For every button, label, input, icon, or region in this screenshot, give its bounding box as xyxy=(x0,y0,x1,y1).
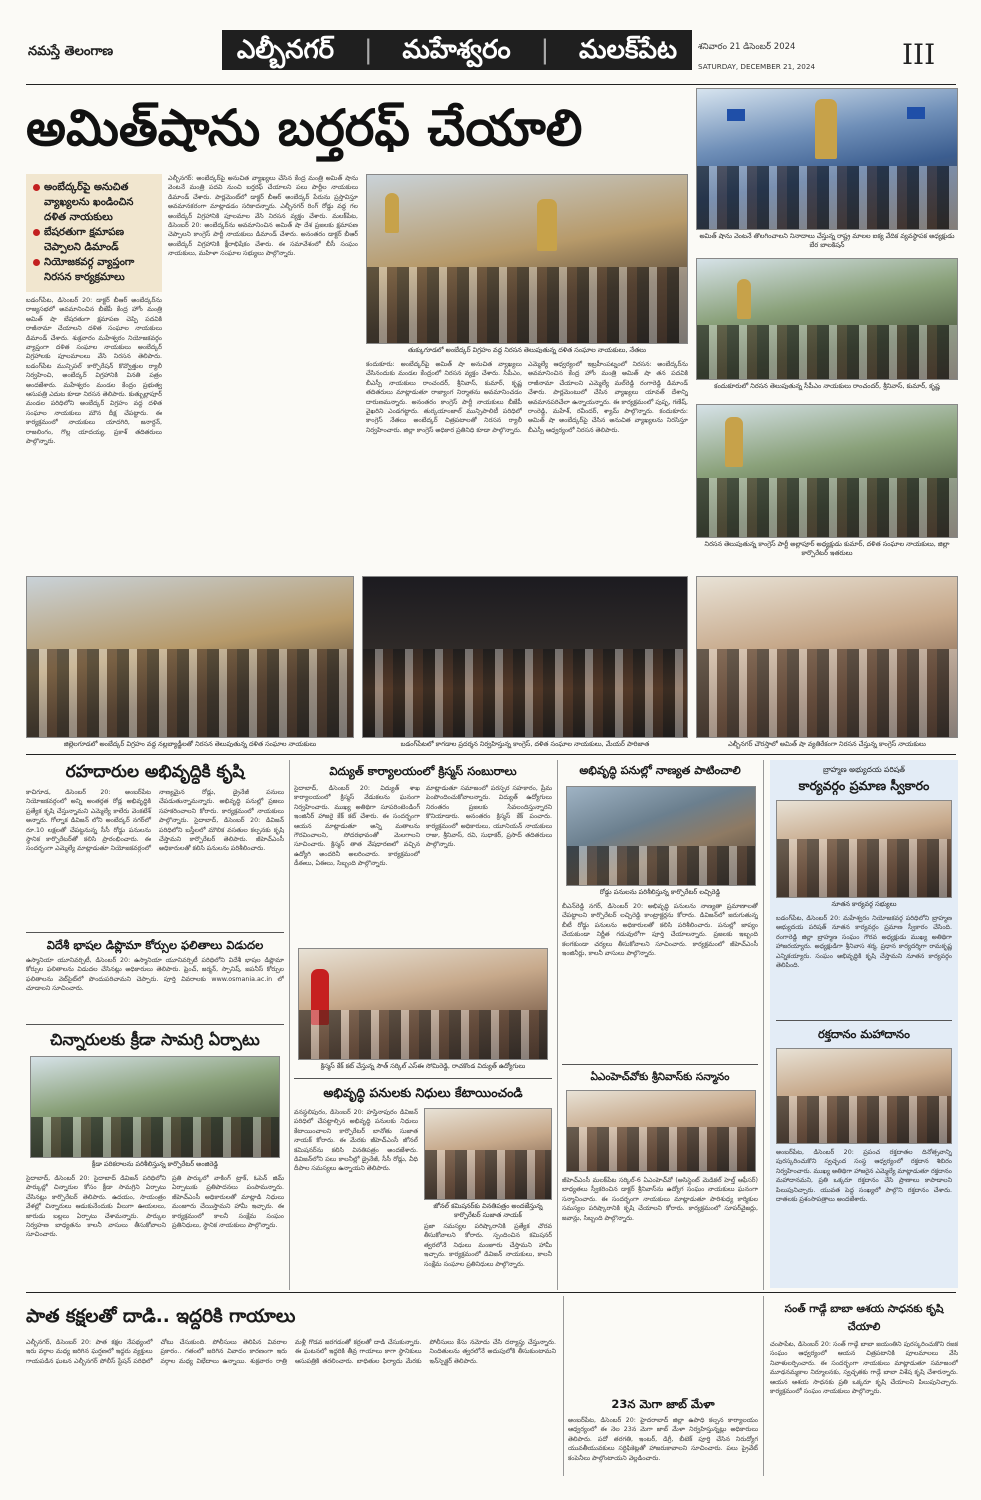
brahmin-kicker: బ్రాహ్మణ అభ్యుదయ పరిషత్ xyxy=(823,765,905,774)
lead-body-col2: ఎల్బీనగర్: అంబేద్కర్‌పై అనుచిత వ్యాఖ్యలు చేసిన కేంద్ర మంత్రి అమిత్ షాను వెంటనే మంత్రి పదవి నుంచి బర్తరఫ్ చేయాలని పలు పార్టీల నాయకులు డిమాండ్ చేశారు. పార్లమెంట్‌లో డాక్టర్ బీఆర్ అంబేద్కర్ పేరును ప్రస్తావిస్తూ అవమానకరంగా మాట్లాడడం సరికాదన్నారు. ఎల్బీనగర్ రింగ్ రోడ్డు వద్ద గల అంబేద్కర్ విగ్రహానికి పూలమాల వేసి నిరసన వ్యక్తం చేశారు. మలక్‌పేట, డిసెంబర్ 20: అంబేద్కర్‌ను అవమానించిన అమిత్ షా దేశ ప్రజలకు క్షమాపణ చెప్పాలని కాంగ్రెస్ పార్టీ నాయకులు డిమాండ్ చేశారు. అనంతరం డాక్టర్ బీఆర్ అంబేద్కర్ విగ్రహానికి క్షీరాభిషేకం చేశారు. ఈ సమావేశంలో బీసీ సంఘం నాయకులు, మహిళా సంఘాల సభ్యులు పాల్గొన్నారు. xyxy=(168,175,358,258)
blood-headline: రక్తదానం మహాదానం xyxy=(818,1027,910,1041)
photo-blood-donation xyxy=(776,1048,952,1144)
honour-headline: ఏఎంహెచ్‌వోకు శ్రీనివాస్‌కు సన్మానం xyxy=(590,1071,730,1083)
power-body-right: మాట్లాడుతూ సమాజంలో పరస్పర సహకారం, ప్రేమ పెంపొందించుకోవాలన్నారు. విద్యుత్ ఉద్యోగులు నిరంతరం ప్రజలకు సేవలందిస్తున్నారని కొనియాడారు. అనంతరం క్రిస్మస్ కేక్ పంచారు. కార్యక్రమంలో అధికారులు, యూనియన్ నాయకులు రాజు, శ్రీనివాస్, రవి, సుధాకర్, ప్రసాద్ తదితరులు పాల్గొన్నారు. xyxy=(426,785,552,849)
funds-headline: అభివృద్ధి పనులకు నిధులు కేటాయించండి xyxy=(323,1085,523,1100)
power-headline: విద్యుత్ కార్యాలయంలో క్రిస్మస్ సంబురాలు xyxy=(329,764,517,778)
foreign-lang-body: ఉస్మానియా యూనివర్సిటీ, డిసెంబర్ 20: ఉస్మానియా యూనివర్సిటీ పరిధిలోని విదేశీ భాషల డిప్లొమా కోర్సుల ఫలితాలను విడుదల చేసినట్లు అధికారులు తెలిపారు. ఫ్రెంచ్, జర్మన్, స్పానిష్, జపనీస్ కోర్సుల ఫలితాలను వెబ్‌సైట్‌లో పొందుపరిచామని చెప్పారు. పూర్తి వివరాలకు www.osmania.ac.in లో చూడాలని సూచించారు. xyxy=(26,957,284,993)
photo-caption: ఎల్బీనగర్ చౌరస్తాలో అమిత్ షా వ్యతిరేకంగా నిరసన చేస్తున్న కాంగ్రెస్ నాయకులు xyxy=(728,740,926,748)
photo-road-works xyxy=(566,786,756,886)
lead-bullet: అంబేద్కర్‌పై అనుచిత వ్యాఖ్యలను ఖండించిన దళిత నాయకులు xyxy=(32,180,156,225)
edition-banner xyxy=(222,30,692,70)
column-rule xyxy=(557,760,558,1290)
photo-caption: నూతన కార్యవర్గ సభ్యులు xyxy=(831,900,897,908)
edition-1: ఎల్బీనగర్ xyxy=(236,35,335,65)
lead-headline: అమిత్‌షాను బర్తరఫ్ చేయాలి xyxy=(26,99,583,157)
jobmela-body: అంబర్‌పేట, డిసెంబర్ 20: హైదరాబాద్ జిల్లా ఉపాధి కల్పన కార్యాలయం ఆధ్వర్యంలో ఈ నెల 23న మెగా జాబ్ మేళా నిర్వహిస్తున్నట్లు అధికారులు తెలిపారు. పదో తరగతి, ఇంటర్, డిగ్రీ, బీటెక్ పూర్తి చేసిన నిరుద్యోగ యువతీయువకులు సర్టిఫికెట్లతో హాజరుకావాలని సూచించారు. పలు ప్రైవేట్ కంపెనీలు పాల్గొంటాయని వెల్లడించారు. xyxy=(568,1417,758,1462)
photo-caption: జిల్లెలగూడలో అంబేద్కర్ విగ్రహం వద్ద నల్లబ్యాడ్జీలతో నిరసన తెలుపుతున్న దళిత సంఘాల నాయకులు xyxy=(63,740,317,748)
story-rule xyxy=(26,1024,284,1025)
lead-body-col1: బడంగ్‌పేట, డిసెంబర్ 20: డాక్టర్ బీఆర్ అంబేద్కర్‌ను రాజ్యసభలో అవమానించిన బీజేపీ కేంద్ర హోం మంత్రి అమిత్ షా బేషరతుగా క్షమాపణ చెప్పి పదవికి రాజీనామా చేయాలని దళిత సంఘాల నాయకులు డిమాండ్ చేశారు. శుక్రవారం మహేశ్వరం నియోజకవర్గం వ్యాప్తంగా దళిత సంఘాల నాయకులు అంబేద్కర్ విగ్రహాలకు పూలమాలలు వేసి నిరసన తెలిపారు. బడంగ్‌పేట మున్సిపల్ కార్పొరేషన్ కొవ్వొత్తుల ర్యాలీ నిర్వహించి, అంబేద్కర్ విగ్రహానికి వినతి పత్రం అందజేశారు. మహేశ్వరం మండల కేంద్రం ప్రభుత్వ ఆసుపత్రి ఎదుట కూడా నిరసన తెలిపారు. కుత్బుల్లాపూర్ మండల పరిధిలోని అంబేద్కర్ విగ్రహం వద్ద దళిత సంఘాల నాయకులు మౌన దీక్ష చేపట్టారు. ఈ కార్యక్రమంలో నాయకులు యాదగిరి, జనార్దన్, రాజలింగం, గొల్ల యాదయ్య, ప్రకాశ్ తదితరులు పాల్గొన్నారు. xyxy=(26,297,162,446)
photo-caption: కందుకూరులో నిరసన తెలుపుతున్న సీపీఎం నాయకులు రాంచందర్, శ్రీనివాస్, కుమార్, కృష్ణ xyxy=(714,382,940,390)
jobmela-headline: 23న మెగా జాబ్ మేళా xyxy=(611,1397,715,1411)
brahmin-headline: కార్యవర్గం ప్రమాణ స్వీకారం xyxy=(798,778,930,793)
date-english: SATURDAY, DECEMBER 21, 2024 xyxy=(698,62,816,71)
story-rule xyxy=(294,1078,552,1079)
photo-brahmin-committee xyxy=(776,800,952,898)
photo-kandukur-protest xyxy=(696,258,958,380)
column-rule xyxy=(563,1296,564,1476)
foreign-lang-headline: విదేశీ భాషల డిప్లొమా కోర్సుల ఫలితాలు విడుదల xyxy=(46,938,264,952)
brand-logo: నమస్తే తెలంగాణ xyxy=(28,44,114,59)
photo-honour-ceremony xyxy=(566,1090,756,1172)
roads-body: కాచిగూడ, డిసెంబర్ 20: అంబర్‌పేట నియోజకవర్గంలో అన్ని అంతర్గత రోడ్ల అభివృద్ధికి ప్రత్యేక కృషి చేస్తున్నామని ఎమ్మెల్యే కాలేరు వెంకటేశ్ అన్నారు. గోల్నాక డివిజన్ లోని అంబేద్కర్ నగర్‌లో రూ.10 లక్షలతో చేపట్టనున్న సీసీ రోడ్డు పనులను స్థానిక కార్పొరేటర్‌తో కలిసి ప్రారంభించారు. ఈ సందర్భంగా ఎమ్మెల్యే మాట్లాడుతూ నియోజకవర్గంలో నాణ్యమైన రోడ్లు, డ్రైనేజీ పనులు చేపడుతున్నామన్నారు. అభివృద్ధి పనుల్లో ప్రజలు సహకరించాలని కోరారు. కార్యక్రమంలో నాయకులు పాల్గొన్నారు. సైదాబాద్, డిసెంబర్ 20: డివిజన్ పరిధిలోని బస్తీలలో మౌలిక వసతుల కల్పనకు కృషి చేస్తామని కార్పొరేటర్ తెలిపారు. జీహెచ్ఎంసీ అధికారులతో కలిసి పనులను పరిశీలించారు. xyxy=(26,789,284,853)
story-rule xyxy=(776,1020,952,1021)
page-number: III xyxy=(902,38,936,71)
photo-caption: తుక్కుగూడలో అంబేద్కర్ విగ్రహం వద్ద నిరసన తెలుపుతున్న దళిత సంఘాల నాయకులు, నేతలు xyxy=(407,346,647,354)
lead-bullets xyxy=(26,174,162,292)
date-telugu: శనివారం 21 డిసెంబర్ 2024 xyxy=(698,42,796,52)
photo-kids-playground xyxy=(30,1056,280,1158)
funds-body-right: ప్రజా సమస్యల పరిష్కారానికి ప్రత్యేక చొరవ తీసుకోవాలని కోరారు. స్పందించిన కమిషనర్ త్వరలోనే నిధులు మంజూరు చేస్తామని హామీ ఇచ్చారు. కార్యక్రమంలో డివిజన్ నాయకులు, కాలనీ సంక్షేమ సంఘాల ప్రతినిధులు పాల్గొన్నారు. xyxy=(424,1223,552,1268)
photo-lbnagar-protest xyxy=(696,576,958,738)
photo-tukkuguda-protest xyxy=(366,174,688,344)
column-rule xyxy=(763,1296,764,1476)
clash-headline: పాత కక్షలతో దాడి.. ఇద్దరికి గాయాలు xyxy=(26,1306,296,1327)
photo-jillelaguda-protest xyxy=(26,576,354,738)
photo-caption: జోనల్ కమిషనర్‌కు వినతిపత్రం అందజేస్తున్న కార్పొరేటర్ సుజాత నాయక్ xyxy=(433,1202,543,1219)
lead-body-col3: కందుకూరు: అంబేద్కర్‌పై అమిత్ షా అనుచిత వ్యాఖ్యలు చేసినందుకు మండల కేంద్రంలో నిరసన వ్యక్తం చేశారు. సీపీఎం, బీఎస్పీ నాయకులు రాంచందర్, శ్రీనివాస్, కుమార్, కృష్ణ తదితరులు మాట్లాడుతూ రాజ్యాంగ నిర్మాతను అవమానించడం దారుణమన్నారు. అనంతరం కాంగ్రెస్ పార్టీ నాయకులు బీజేపీ వైఖరిని ఎండగట్టారు. తుర్కయాంజాల్ మున్సిపాలిటీ పరిధిలో కాంగ్రెస్ నేతలు అంబేద్కర్ చిత్రపటాలతో నిరసన ర్యాలీ నిర్వహించారు. జిల్లా కాంగ్రెస్ అధికార ప్రతినిధి కూడా పాల్గొన్నారు. xyxy=(366,361,522,434)
story-rule xyxy=(562,1064,758,1065)
story-rule xyxy=(26,932,284,933)
photo-congress-protest xyxy=(696,404,958,538)
section-rule xyxy=(26,754,956,755)
photo-ghmc-commissioner xyxy=(424,1108,552,1200)
section-rule xyxy=(26,1292,956,1293)
blood-body: అంబర్‌పేట, డిసెంబర్ 20: ప్రపంచ రక్తదాతల దినోత్సవాన్ని పురస్కరించుకొని స్వచ్ఛంద సంస్థ ఆధ్వర్యంలో రక్తదాన శిబిరం నిర్వహించారు. ముఖ్య అతిథిగా హాజరైన ఎమ్మెల్యే మాట్లాడుతూ రక్తదానం మహాదానమని, ప్రతి ఒక్కరూ రక్తదానం చేసి ప్రాణాలు కాపాడాలని పిలుపునిచ్చారు. యువత పెద్ద సంఖ్యలో పాల్గొని రక్తదానం చేశారు. దాతలకు ప్రశంసాపత్రాలు అందజేశారు. xyxy=(776,1149,952,1204)
brahmin-body: బడంగ్‌పేట, డిసెంబర్ 20: మహేశ్వరం నియోజకవర్గ పరిధిలోని బ్రాహ్మణ అభ్యుదయ పరిషత్ నూతన కార్యవర్గం ప్రమాణ స్వీకారం చేసింది. రంగారెడ్డి జిల్లా బ్రాహ్మణ సంఘం గౌరవ అధ్యక్షుడు ముఖ్య అతిథిగా హాజరయ్యారు. అధ్యక్షుడిగా శ్రీనివాస శర్మ, ప్రధాన కార్యదర్శిగా రామకృష్ణ ఎన్నికయ్యారు. సంఘం అభివృద్ధికి కృషి చేస్తామని నూతన కార్యవర్గం తెలిపింది. xyxy=(776,915,952,970)
lead-bullet: నియోజకవర్గ వ్యాప్తంగా నిరసన కార్యక్రమాలు xyxy=(32,255,156,285)
masthead-rule xyxy=(26,84,956,85)
kids-body-right: ప్రతి పార్కులో వాకింగ్ ట్రాక్, ఓపెన్ జిమ్ ఏర్పాటుకు ప్రతిపాదనలు పంపామన్నారు. జీహెచ్ఎంసీ అధికారులతో మాట్లాడి నిధులు మంజూరు చేయిస్తామని హామీ ఇచ్చారు. ఈ కార్యక్రమంలో కాలనీ సంక్షేమ సంఘం ప్రతినిధులు, స్థానిక నాయకులు పాల్గొన్నారు. xyxy=(172,1175,284,1230)
edition-2: మహేశ్వరం xyxy=(402,35,511,65)
kids-headline: చిన్నారులకు క్రీడా సామగ్రి ఏర్పాటు xyxy=(50,1030,260,1049)
clash-body: ఎల్బీనగర్, డిసెంబర్ 20: పాత కక్షల నేపథ్యంలో ఇరు వర్గాల మధ్య జరిగిన ఘర్షణలో ఇద్దరు వ్యక్తులు గాయపడిన ఘటన ఎల్బీనగర్ పోలీస్ స్టేషన్ పరిధిలో చోటు చేసుకుంది. పోలీసులు తెలిపిన వివరాల ప్రకారం.. గతంలో జరిగిన వివాదం కారణంగా ఇరు వర్గాల మధ్య విభేదాలు ఉన్నాయి. శుక్రవారం రాత్రి మళ్లీ గొడవ జరగడంతో కర్రలతో దాడి చేసుకున్నారు. ఈ ఘటనలో ఇద్దరికి తీవ్ర గాయాలు కాగా స్థానికులు ఆసుపత్రికి తరలించారు. బాధితుల ఫిర్యాదు మేరకు పోలీసులు కేసు నమోదు చేసి దర్యాప్తు చేస్తున్నారు. నిందితులను త్వరలోనే అదుపులోకి తీసుకుంటామని ఇన్‌స్పెక్టర్ తెలిపారు. xyxy=(26,1339,556,1365)
photo-caption: క్రీడా పరికరాలను పరిశీలిస్తున్న కార్పొరేటర్ అంజిరెడ్డి xyxy=(91,1160,219,1168)
photo-caption: అమిత్ షాను వెంటనే తొలగించాలని నినాదాలు చేస్తున్న రాష్ట్ర మాలల ఐక్య వేదిక వ్యవస్థాపక అధ్యక్షుడు బేర బాలకిషన్ xyxy=(699,232,955,249)
photo-caption: రోడ్డు పనులను పరిశీలిస్తున్న కార్పొరేటర్ లచ్చిరెడ్డి xyxy=(599,888,721,896)
lead-bullet: బేషరతుగా క్షమాపణ చెప్పాలని డిమాండ్ xyxy=(32,225,156,255)
power-body: సైదాబాద్, డిసెంబర్ 20: విద్యుత్ శాఖ కార్యాలయంలో క్రిస్మస్ వేడుకలను ఘనంగా నిర్వహించారు. ముఖ్య అతిథిగా సూపరింటెండింగ్ ఇంజినీర్ హాజరై కేక్ కట్ చేశారు. ఈ సందర్భంగా ఆయన మాట్లాడుతూ అన్ని మతాలను గౌరవించాలని, సోదరభావంతో మెలగాలని సూచించారు. క్రిస్మస్ తాత వేషధారణలో వచ్చిన ఉద్యోగి అందరినీ అలరించారు. కార్యక్రమంలో డీఈలు, ఏఈలు, సిబ్బంది పాల్గొన్నారు. xyxy=(294,785,420,868)
column-rule xyxy=(763,760,764,1290)
photo-caption: బడంగ్‌పేటలో కాగడాల ప్రదర్శన నిర్వహిస్తున్న కాంగ్రెస్, దళిత సంఘాల నాయకులు, మేయర్ పారిజాత xyxy=(400,740,650,748)
photo-badangpet-torch-rally xyxy=(362,576,688,738)
quality-headline: అభివృద్ధి పనుల్లో నాణ్యత పాటించాలి xyxy=(579,764,741,777)
photo-caption: క్రిస్మస్ కేక్ కట్ చేస్తున్న సౌత్ సర్కిల్ ఎస్‌ఈ సోమిరెడ్డి, రాచకొండ విద్యుత్ ఉద్యోగులు xyxy=(320,1062,526,1070)
edition-separator: | xyxy=(540,35,550,65)
photo-christmas-celebration xyxy=(298,948,548,1060)
column-rule xyxy=(289,760,290,1290)
edition-3: మలక్‌పేట xyxy=(579,35,678,65)
roads-headline: రహదారుల అభివృద్ధికి కృషి xyxy=(65,762,245,782)
honour-body: జీహెచ్ఎంసీ మలక్‌పేట సర్కిల్-6 ఏఎంహెచ్‌వో (అసిస్టెంట్ మెడికల్ హెల్త్ ఆఫీసర్) బాధ్యతలు స్వీకరించిన డాక్టర్ శ్రీనివాస్‌ను ఉద్యోగ సంఘం నాయకులు ఘనంగా సన్మానించారు. ఈ సందర్భంగా నాయకులు మాట్లాడుతూ పారిశుధ్య కార్మికుల సమస్యల పరిష్కారానికి కృషి చేయాలని కోరారు. కార్యక్రమంలో సూపర్‌వైజర్లు, జవాన్లు, సిబ్బంది పాల్గొన్నారు. xyxy=(562,1177,758,1222)
funds-body: వనస్థలిపురం, డిసెంబర్ 20: హస్తినాపురం డివిజన్ పరిధిలో చేపట్టాల్సిన అభివృద్ధి పనులకు నిధులు కేటాయించాలని కార్పొరేటర్ బానోతు సుజాత నాయక్ కోరారు. ఈ మేరకు జీహెచ్ఎంసీ జోనల్ కమిషనర్‌ను కలిసి వినతిపత్రం అందజేశారు. డివిజన్‌లోని పలు కాలనీల్లో డ్రైనేజీ, సీసీ రోడ్లు, వీధి దీపాల సమస్యలు ఉన్నాయని తెలిపారు. xyxy=(294,1109,418,1173)
photo-statue-protest xyxy=(696,88,958,230)
kids-body: సైదాబాద్, డిసెంబర్ 20: సైదాబాద్ డివిజన్ పరిధిలోని పార్కుల్లో చిన్నారుల కోసం క్రీడా సామగ్రిని ఏర్పాటు చేసినట్లు కార్పొరేటర్ తెలిపారు. ఉదయం, సాయంత్రం వేళల్లో చిన్నారులు ఆడుకునేందుకు వీలుగా ఊయలలు, జారుడు బల్లలు ఏర్పాటు చేశామన్నారు. పార్కుల నిర్వహణ బాధ్యతను కాలనీ వాసులు తీసుకోవాలని సూచించారు. xyxy=(26,1175,166,1239)
gadge-body: చంపాపేట, డిసెంబర్ 20: సంత్ గాడ్గే బాబా జయంతిని పురస్కరించుకొని రజక సంఘం ఆధ్వర్యంలో ఆయన చిత్రపటానికి పూలమాలలు వేసి నివాళులర్పించారు. ఈ సందర్భంగా నాయకులు మాట్లాడుతూ సమాజంలో మూఢనమ్మకాల నిర్మూలనకు, స్వచ్ఛతకు గాడ్గే బాబా విశేష కృషి చేశారన్నారు. ఆయన ఆశయ సాధనకు ప్రతి ఒక్కరూ కృషి చేయాలని పిలుపునిచ్చారు. కార్యక్రమంలో సంఘం నాయకులు పాల్గొన్నారు. xyxy=(770,1341,958,1396)
photo-caption: నిరసన తెలుపుతున్న కాంగ్రెస్ పార్టీ అల్లాపూర్ అధ్యక్షుడు కుమార్, దళిత సంఘాల నాయకులు, జిల్లా కార్పొరేటర్ ఇతరులు xyxy=(704,540,950,557)
gadge-headline: సంత్ గాడ్గే బాబా ఆశయ సాధనకు కృషి చేయాలి xyxy=(784,1303,944,1333)
edition-separator: | xyxy=(363,35,373,65)
lead-body-col4: ఎమ్మెల్యే ఆధ్వర్యంలో ఇబ్రహీంపట్నంలో నిరసన: అంబేద్కర్‌ను అవమానించిన కేంద్ర హోం మంత్రి అమిత్ షా తన పదవికి రాజీనామా చేయాలని ఎమ్మెల్యే మల్‌రెడ్డి రంగారెడ్డి డిమాండ్ చేశారు. పార్లమెంటులో చేసిన వ్యాఖ్యలు యావత్ దేశాన్ని అవమానపరిచేలా ఉన్నాయన్నారు. ఈ కార్యక్రమంలో పుష్ప, గణేష్, రాంరెడ్డి, మహేశ్, రవీందర్, శ్యామ్ పాల్గొన్నారు. కందుకూరు: అమిత్ షా అంబేద్కర్‌పై చేసిన అనుచిత వ్యాఖ్యలను నిరసిస్తూ బీఎస్పీ ఆధ్వర్యంలో నిరసన తెలిపారు. xyxy=(528,361,688,434)
quality-body: బీఎన్‌రెడ్డి నగర్, డిసెంబర్ 20: అభివృద్ధి పనులను నాణ్యతా ప్రమాణాలతో చేపట్టాలని కార్పొరేటర్ లచ్చిరెడ్డి కాంట్రాక్టర్లను కోరారు. డివిజన్‌లో జరుగుతున్న బీటీ రోడ్డు పనులను అధికారులతో కలిసి పరిశీలించారు. పనుల్లో జాప్యం చేయకుండా నిర్ణీత గడువులోగా పూర్తి చేయాలన్నారు. ప్రజలకు ఇబ్బంది కలగకుండా చర్యలు తీసుకోవాలని సూచించారు. కార్యక్రమంలో జీహెచ్ఎంసీ ఇంజినీర్లు, కాలనీ వాసులు పాల్గొన్నారు. xyxy=(562,903,758,958)
